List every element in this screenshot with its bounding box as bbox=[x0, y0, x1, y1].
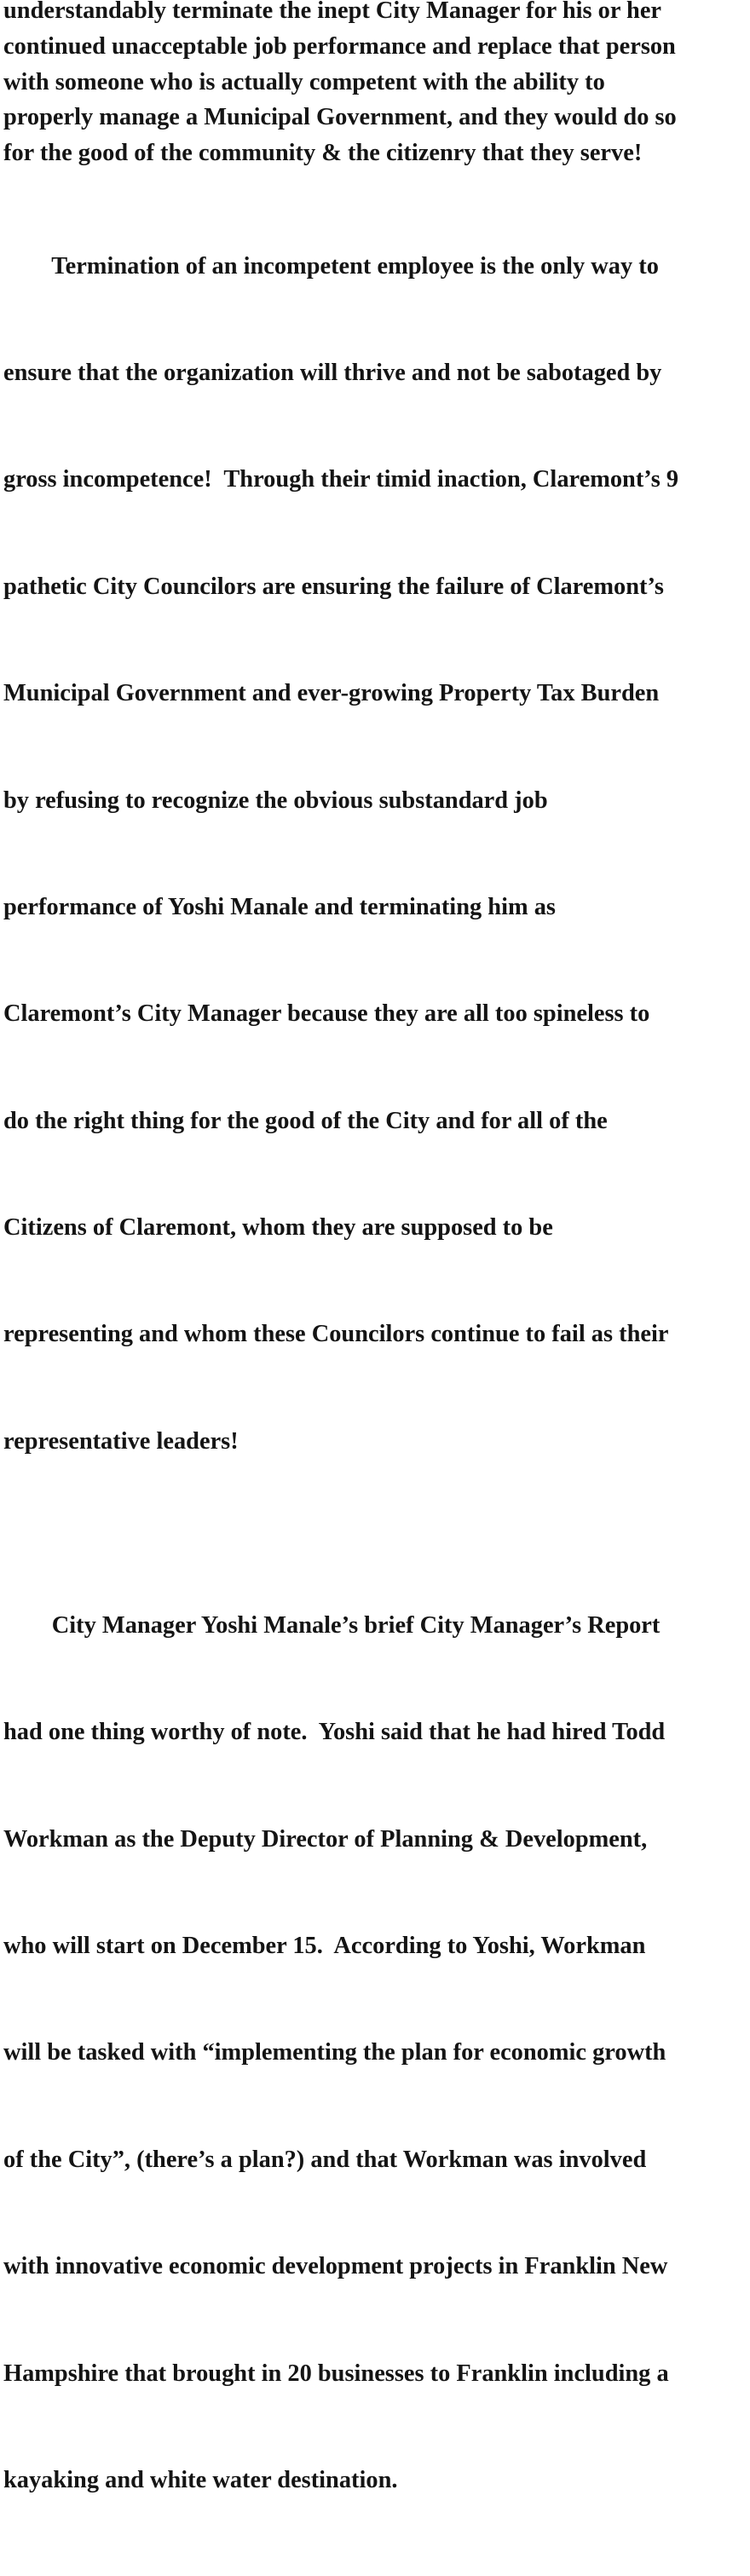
text-line: for the good of the community & the citizenry that they serve! bbox=[3, 140, 643, 167]
text-line: representing and whom these Councilors continue to fail as their bbox=[3, 1321, 669, 1348]
text-line: by refusing to recognize the obvious substandard job bbox=[3, 787, 548, 814]
paragraph-1 bbox=[3, 0, 750, 171]
text-line: City Manager Yoshi Manale’s brief City Manager’s Report bbox=[3, 1611, 661, 1639]
text-line: representative leaders! bbox=[3, 1427, 239, 1455]
text-line: with innovative economic development projects in Franklin New bbox=[3, 2253, 668, 2280]
text-line: do the right thing for the good of the City and for all of the bbox=[3, 1107, 608, 1134]
text-line: Citizens of Claremont, whom they are supposed to be bbox=[3, 1214, 553, 1242]
text-line: Municipal Government and ever-growing Property Tax Burden bbox=[3, 680, 660, 707]
text-line: performance of Yoshi Manale and terminating him as bbox=[3, 893, 556, 920]
text-line: continued unacceptable job performance and replace that person bbox=[3, 32, 676, 60]
text-line: Workman as the Deputy Director of Planning & Development, bbox=[3, 1825, 648, 1853]
text-line: gross incompetence! Through their timid inaction, Claremont’s 9 bbox=[3, 466, 679, 493]
text-line: ensure that the organization will thrive and not be sabotaged by bbox=[3, 359, 662, 386]
paragraph-2 bbox=[3, 177, 750, 1530]
text-line: Claremont’s City Manager because they are all too spineless to bbox=[3, 1000, 650, 1028]
text-line: understandably terminate the inept City Manager for his or her bbox=[3, 0, 662, 24]
text-line: who will start on December 15. According to Yoshi, Workman bbox=[3, 1933, 646, 1960]
text-line: properly manage a Municipal Government, and they would do so bbox=[3, 104, 677, 131]
text-line: pathetic City Councilors are ensuring the failure of Claremont’s bbox=[3, 573, 664, 600]
text-line: had one thing worthy of note. Yoshi said that he had hired Todd bbox=[3, 1719, 666, 1746]
paragraph-3 bbox=[3, 1536, 750, 2569]
text-line: with someone who is actually competent with the ability to bbox=[3, 68, 605, 95]
text-line: will be tasked with “implementing the plan for economic growth bbox=[3, 2039, 666, 2066]
text-line: kayaking and white water destination. bbox=[3, 2466, 398, 2493]
text-line: of the City”, (there’s a plan?) and that Workman was involved bbox=[3, 2146, 647, 2173]
text-line: Termination of an incompetent employee is the only way to bbox=[3, 252, 659, 279]
text-line: Hampshire that brought in 20 businesses to Franklin including a bbox=[3, 2360, 669, 2387]
